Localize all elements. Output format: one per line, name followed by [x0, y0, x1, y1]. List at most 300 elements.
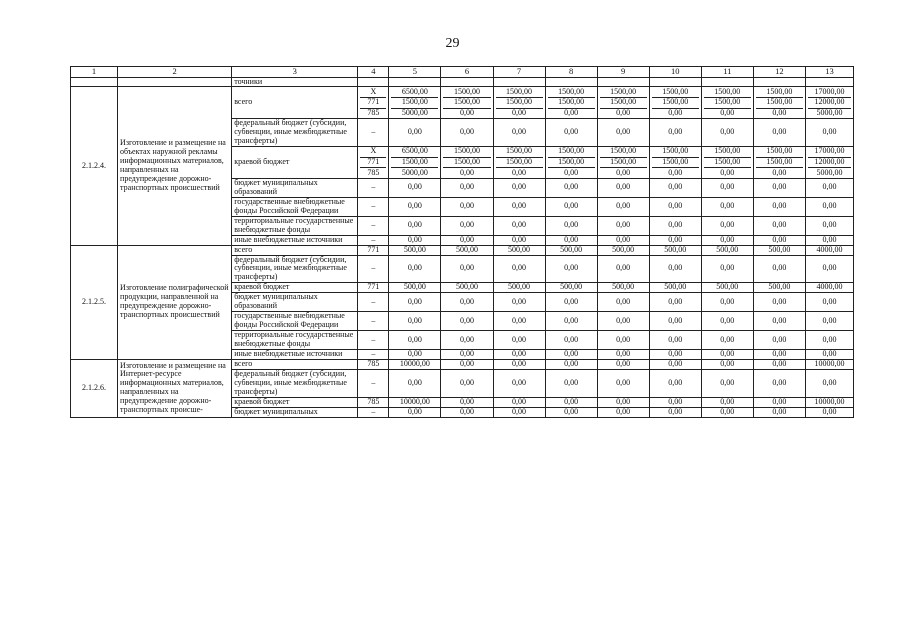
cell-value: 0,00: [753, 119, 805, 147]
cell-value: 0,00: [597, 331, 649, 350]
item-name: Изготовление и размещение на Интернет-ресурсе информационных материалов, направленных на предупреждение дорожно-транспортных происше-: [118, 360, 232, 418]
sub-value-row: [652, 158, 699, 169]
cell-value: 0,00: [441, 178, 493, 197]
cell-value: –: [358, 197, 389, 216]
split-cell: [358, 87, 389, 119]
cell-value: 0,00: [649, 235, 701, 245]
cell-value: 0,00: [649, 216, 701, 235]
sub-value-row: [652, 109, 699, 119]
cell-value: 6500,00: [401, 146, 428, 156]
cell-value: 4000,00: [805, 245, 853, 255]
cell-value: 500,00: [701, 245, 753, 255]
cell-value: 0,00: [805, 350, 853, 360]
sub-value-row: [360, 109, 386, 119]
split-cell: [389, 147, 441, 179]
split-cell: [545, 147, 597, 179]
column-header: 9: [597, 67, 649, 78]
cell-value: 500,00: [597, 245, 649, 255]
cell-value: 0,00: [649, 331, 701, 350]
cell-value: 0,00: [545, 312, 597, 331]
cell-value: 1500,00: [453, 86, 480, 96]
empty-cell: [389, 77, 441, 87]
empty-cell: [649, 77, 701, 87]
empty-cell: [118, 77, 232, 87]
cell-value: 500,00: [597, 283, 649, 293]
cell-value: 0,00: [597, 312, 649, 331]
column-header: 8: [545, 67, 597, 78]
cell-value: 0,00: [389, 331, 441, 350]
column-header: 1: [71, 67, 118, 78]
cell-value: 0,00: [512, 167, 527, 177]
cell-value: –: [358, 407, 389, 417]
funding-source: федеральный бюджет (субсидии, субвенции, иные межбюджетные трансферты): [232, 369, 358, 397]
cell-value: 0,00: [753, 350, 805, 360]
cell-value: 0,00: [753, 369, 805, 397]
header-row: [71, 67, 854, 78]
cell-value: 0,00: [668, 167, 683, 177]
cell-value: 0,00: [441, 119, 493, 147]
column-header: 3: [232, 67, 358, 78]
cell-value: 1500,00: [766, 86, 793, 96]
cell-value: 5000,00: [816, 167, 843, 177]
cell-value: 0,00: [545, 216, 597, 235]
funding-source: иные внебюджетные источники: [232, 350, 358, 360]
cell-value: 0,00: [493, 312, 545, 331]
cell-value: 0,00: [545, 369, 597, 397]
cell-value: 0,00: [649, 255, 701, 283]
cell-value: 0,00: [753, 312, 805, 331]
sub-value-row: [756, 109, 803, 119]
funding-source: государственные внебюджетные фонды Российской Федерации: [232, 197, 358, 216]
cell-value: 0,00: [597, 178, 649, 197]
cell-value: 12000,00: [814, 97, 845, 107]
cell-value: 0,00: [493, 255, 545, 283]
cell-value: 0,00: [805, 369, 853, 397]
sub-value-row: [391, 158, 438, 169]
cell-value: 0,00: [805, 407, 853, 417]
split-cell: [358, 147, 389, 179]
split-cell: [389, 87, 441, 119]
column-header: 5: [389, 67, 441, 78]
empty-cell: [358, 77, 389, 87]
cell-value: 0,00: [389, 197, 441, 216]
cell-value: 0,00: [441, 197, 493, 216]
split-cell: [753, 147, 805, 179]
cell-value: 0,00: [649, 350, 701, 360]
cell-value: 10000,00: [389, 360, 441, 370]
cell-value: 500,00: [545, 245, 597, 255]
cell-value: 0,00: [545, 397, 597, 407]
column-header: 13: [805, 67, 853, 78]
cell-value: 0,00: [493, 397, 545, 407]
cell-value: 0,00: [701, 312, 753, 331]
cell-value: 0,00: [649, 312, 701, 331]
cell-value: 0,00: [389, 119, 441, 147]
cell-value: 0,00: [545, 119, 597, 147]
cell-value: 0,00: [441, 331, 493, 350]
cell-value: 0,00: [701, 235, 753, 245]
cell-value: 0,00: [597, 216, 649, 235]
cell-value: 500,00: [701, 283, 753, 293]
cell-value: 0,00: [441, 255, 493, 283]
cell-value: 0,00: [493, 350, 545, 360]
split-cell: [441, 147, 493, 179]
cell-value: 0,00: [772, 107, 787, 117]
cell-value: 771: [358, 283, 389, 293]
cell-value: 0,00: [701, 216, 753, 235]
cell-value: 10000,00: [805, 397, 853, 407]
cell-value: 0,00: [493, 235, 545, 245]
cell-value: 1500,00: [453, 97, 480, 107]
cell-value: 0,00: [597, 397, 649, 407]
cell-value: 1500,00: [506, 86, 533, 96]
cell-value: 785: [367, 167, 380, 177]
item-code: 2.1.2.5.: [71, 245, 118, 359]
cell-value: 785: [367, 107, 380, 117]
cell-value: 1500,00: [766, 157, 793, 167]
cell-value: 1500,00: [610, 157, 637, 167]
empty-cell: [441, 77, 493, 87]
cell-value: –: [358, 255, 389, 283]
cell-value: 0,00: [616, 107, 631, 117]
cell-value: 0,00: [564, 167, 579, 177]
cell-value: 0,00: [493, 331, 545, 350]
empty-cell: [71, 77, 118, 87]
cell-value: 1500,00: [766, 97, 793, 107]
cell-value: 5000,00: [401, 167, 428, 177]
cell-value: 0,00: [441, 293, 493, 312]
cell-value: 0,00: [493, 216, 545, 235]
cell-value: 10000,00: [389, 397, 441, 407]
split-cell: [649, 147, 701, 179]
cell-value: 0,00: [805, 312, 853, 331]
cell-value: 0,00: [753, 197, 805, 216]
cell-value: 500,00: [493, 283, 545, 293]
cell-value: –: [358, 216, 389, 235]
sub-value-row: [756, 158, 803, 169]
funding-source: территориальные государственные внебюджетные фонды: [232, 216, 358, 235]
cell-value: 0,00: [701, 397, 753, 407]
cell-value: 0,00: [389, 255, 441, 283]
cell-value: 0,00: [701, 350, 753, 360]
sub-value-row: [808, 168, 851, 178]
split-cell: [649, 87, 701, 119]
funding-source: территориальные государственные внебюджетные фонды: [232, 331, 358, 350]
cell-value: 5000,00: [816, 107, 843, 117]
cell-value: 500,00: [389, 283, 441, 293]
cell-value: 0,00: [545, 360, 597, 370]
column-header: 12: [753, 67, 805, 78]
cell-value: 1500,00: [662, 97, 689, 107]
funding-source: бюджет муниципальных: [232, 407, 358, 417]
sub-value-row: [496, 109, 543, 119]
table-row: [71, 360, 854, 370]
cell-value: 500,00: [441, 245, 493, 255]
cell-value: 1500,00: [558, 97, 585, 107]
cell-value: 0,00: [597, 350, 649, 360]
column-header: 6: [441, 67, 493, 78]
cell-value: 17000,00: [814, 146, 845, 156]
cell-value: 0,00: [720, 107, 735, 117]
cell-value: 0,00: [441, 360, 493, 370]
cell-value: 0,00: [649, 369, 701, 397]
cell-value: 0,00: [597, 255, 649, 283]
cell-value: 0,00: [649, 178, 701, 197]
sub-value-row: [443, 158, 490, 169]
cell-value: 0,00: [753, 216, 805, 235]
sub-value-row: [704, 109, 751, 119]
cell-value: 0,00: [701, 360, 753, 370]
funding-source: краевой бюджет: [232, 283, 358, 293]
cell-value: 0,00: [805, 331, 853, 350]
cell-value: 1500,00: [506, 157, 533, 167]
cell-value: 0,00: [805, 255, 853, 283]
cell-value: 785: [358, 397, 389, 407]
cell-value: 0,00: [493, 369, 545, 397]
cell-value: 0,00: [493, 178, 545, 197]
sub-value-row: [443, 109, 490, 119]
funding-source: всего: [232, 245, 358, 255]
cell-value: 785: [358, 360, 389, 370]
cell-value: 0,00: [441, 350, 493, 360]
cell-value: 0,00: [459, 107, 474, 117]
split-cell: [701, 147, 753, 179]
column-header: 4: [358, 67, 389, 78]
cell-value: 0,00: [545, 178, 597, 197]
funding-source: бюджет муниципальных образований: [232, 178, 358, 197]
cell-value: 1500,00: [714, 146, 741, 156]
cell-value: 0,00: [441, 369, 493, 397]
split-cell: [441, 87, 493, 119]
cell-value: 1500,00: [662, 157, 689, 167]
cell-value: 0,00: [649, 293, 701, 312]
table-row: [71, 87, 854, 119]
column-header: 10: [649, 67, 701, 78]
funding-source: всего: [232, 87, 358, 119]
cell-value: 0,00: [545, 255, 597, 283]
cell-value: 0,00: [545, 331, 597, 350]
cell-value: 0,00: [597, 407, 649, 417]
cell-value: 1500,00: [558, 157, 585, 167]
cell-value: 0,00: [389, 178, 441, 197]
cell-value: 1500,00: [714, 97, 741, 107]
cell-value: 771: [367, 97, 380, 107]
cell-value: 500,00: [753, 245, 805, 255]
cell-value: –: [358, 235, 389, 245]
cell-value: 0,00: [616, 167, 631, 177]
cell-value: 0,00: [701, 369, 753, 397]
cell-value: 0,00: [441, 407, 493, 417]
cell-value: 0,00: [701, 119, 753, 147]
cell-value: 1500,00: [610, 97, 637, 107]
cell-value: 17000,00: [814, 86, 845, 96]
cell-value: 0,00: [441, 216, 493, 235]
cell-value: 0,00: [564, 107, 579, 117]
sub-value-row: [704, 158, 751, 169]
cell-value: 0,00: [753, 178, 805, 197]
funding-source: федеральный бюджет (субсидии, субвенции, иные межбюджетные трансферты): [232, 255, 358, 283]
cell-value: 0,00: [805, 216, 853, 235]
cell-value: –: [358, 178, 389, 197]
cell-value: –: [358, 369, 389, 397]
cell-value: 0,00: [649, 197, 701, 216]
cell-value: 0,00: [512, 107, 527, 117]
cell-value: 0,00: [597, 197, 649, 216]
cell-value: 0,00: [441, 397, 493, 407]
cell-value: 0,00: [389, 235, 441, 245]
cell-value: 1500,00: [401, 97, 428, 107]
cell-value: 1500,00: [662, 86, 689, 96]
cell-value: 771: [358, 245, 389, 255]
cell-value: 0,00: [493, 360, 545, 370]
cell-value: 0,00: [753, 235, 805, 245]
sub-value-row: [808, 109, 851, 119]
cell-value: 0,00: [441, 235, 493, 245]
cell-value: 0,00: [649, 119, 701, 147]
cell-value: 0,00: [389, 312, 441, 331]
cell-value: 500,00: [389, 245, 441, 255]
cell-value: 1500,00: [506, 97, 533, 107]
cell-value: 0,00: [389, 350, 441, 360]
funding-source: краевой бюджет: [232, 147, 358, 179]
cell-value: 0,00: [805, 119, 853, 147]
cell-value: 0,00: [753, 407, 805, 417]
cell-value: –: [358, 312, 389, 331]
sub-value-row: [756, 168, 803, 178]
cell-value: 0,00: [597, 360, 649, 370]
split-cell: [493, 87, 545, 119]
sub-value-row: [600, 109, 647, 119]
cell-value: 0,00: [389, 293, 441, 312]
continuation-row: [71, 77, 854, 87]
cell-value: 1500,00: [766, 146, 793, 156]
cell-value: 1500,00: [453, 146, 480, 156]
cell-value: 0,00: [597, 119, 649, 147]
cell-value: 0,00: [493, 407, 545, 417]
cell-value: 4000,00: [805, 283, 853, 293]
sub-value-row: [600, 168, 647, 178]
column-header: 11: [701, 67, 753, 78]
sub-value-row: [548, 109, 595, 119]
cell-value: 1500,00: [610, 146, 637, 156]
cell-value: 0,00: [545, 407, 597, 417]
cell-value: 1500,00: [558, 86, 585, 96]
item-code: 2.1.2.6.: [71, 360, 118, 418]
column-header: 2: [118, 67, 232, 78]
sub-value-row: [548, 158, 595, 169]
funding-source: бюджет муниципальных образований: [232, 293, 358, 312]
cell-value: 1500,00: [401, 157, 428, 167]
cell-value: –: [358, 293, 389, 312]
sub-value-row: [360, 158, 386, 169]
cell-value: 0,00: [545, 350, 597, 360]
funding-source: всего: [232, 360, 358, 370]
sub-value-row: [391, 168, 438, 178]
item-name: Изготовление и размещение на объектах наружной рекламы информационных материалов, направленных на предупреждение дорожно-транспортных происшествий: [118, 87, 232, 245]
cell-value: 0,00: [753, 255, 805, 283]
cell-value: 0,00: [389, 369, 441, 397]
empty-cell: [545, 77, 597, 87]
cell-value: 0,00: [441, 312, 493, 331]
sub-value-row: [496, 158, 543, 169]
split-cell: [701, 87, 753, 119]
cell-value: 0,00: [493, 293, 545, 312]
sub-value-row: [360, 168, 386, 178]
empty-cell: [805, 77, 853, 87]
cell-value: 0,00: [597, 369, 649, 397]
cell-value: 0,00: [753, 397, 805, 407]
cell-value: 1500,00: [558, 146, 585, 156]
empty-cell: [701, 77, 753, 87]
cell-value: 0,00: [772, 167, 787, 177]
split-cell: [597, 147, 649, 179]
column-header: 7: [493, 67, 545, 78]
sub-value-row: [443, 168, 490, 178]
cell-value: 500,00: [441, 283, 493, 293]
cell-value: 0,00: [805, 178, 853, 197]
cell-value: X: [370, 146, 377, 156]
cell-value: 0,00: [493, 197, 545, 216]
cell-value: 0,00: [389, 216, 441, 235]
cell-value: –: [358, 331, 389, 350]
cell-value: 0,00: [545, 197, 597, 216]
split-cell: [493, 147, 545, 179]
cell-value: 0,00: [701, 255, 753, 283]
sub-value-row: [548, 168, 595, 178]
sub-value-row: [496, 168, 543, 178]
cell-value: 500,00: [545, 283, 597, 293]
cell-value: 0,00: [493, 119, 545, 147]
cell-value: 1500,00: [453, 157, 480, 167]
cell-value: 0,00: [597, 235, 649, 245]
funding-source: иные внебюджетные источники: [232, 235, 358, 245]
split-cell: [805, 147, 853, 179]
cell-value: 0,00: [701, 197, 753, 216]
cell-value: 0,00: [701, 178, 753, 197]
sub-value-row: [704, 168, 751, 178]
cell-value: 500,00: [649, 245, 701, 255]
continuation-text: точники: [232, 77, 358, 87]
cell-value: 0,00: [753, 331, 805, 350]
cell-value: 0,00: [805, 235, 853, 245]
cell-value: 0,00: [753, 360, 805, 370]
cell-value: 0,00: [668, 107, 683, 117]
funding-source: краевой бюджет: [232, 397, 358, 407]
cell-value: 0,00: [701, 293, 753, 312]
cell-value: 0,00: [545, 235, 597, 245]
cell-value: 0,00: [459, 167, 474, 177]
cell-value: 500,00: [753, 283, 805, 293]
sub-value-row: [808, 158, 851, 169]
cell-value: 10000,00: [805, 360, 853, 370]
cell-value: 6500,00: [401, 86, 428, 96]
cell-value: 0,00: [753, 293, 805, 312]
item-code: 2.1.2.4.: [71, 87, 118, 245]
cell-value: 0,00: [649, 360, 701, 370]
empty-cell: [493, 77, 545, 87]
budget-table: [70, 66, 854, 418]
cell-value: 771: [367, 157, 380, 167]
split-cell: [805, 87, 853, 119]
split-cell: [753, 87, 805, 119]
cell-value: 1500,00: [662, 146, 689, 156]
funding-source: государственные внебюджетные фонды Российской Федерации: [232, 312, 358, 331]
funding-source: федеральный бюджет (субсидии, субвенции, иные межбюджетные трансферты): [232, 119, 358, 147]
cell-value: 0,00: [545, 293, 597, 312]
item-name: Изготовление полиграфической продукции, направленной на предупреждение дорожно-транспортных происшествий: [118, 245, 232, 359]
empty-cell: [753, 77, 805, 87]
page-number: 29: [445, 36, 460, 51]
